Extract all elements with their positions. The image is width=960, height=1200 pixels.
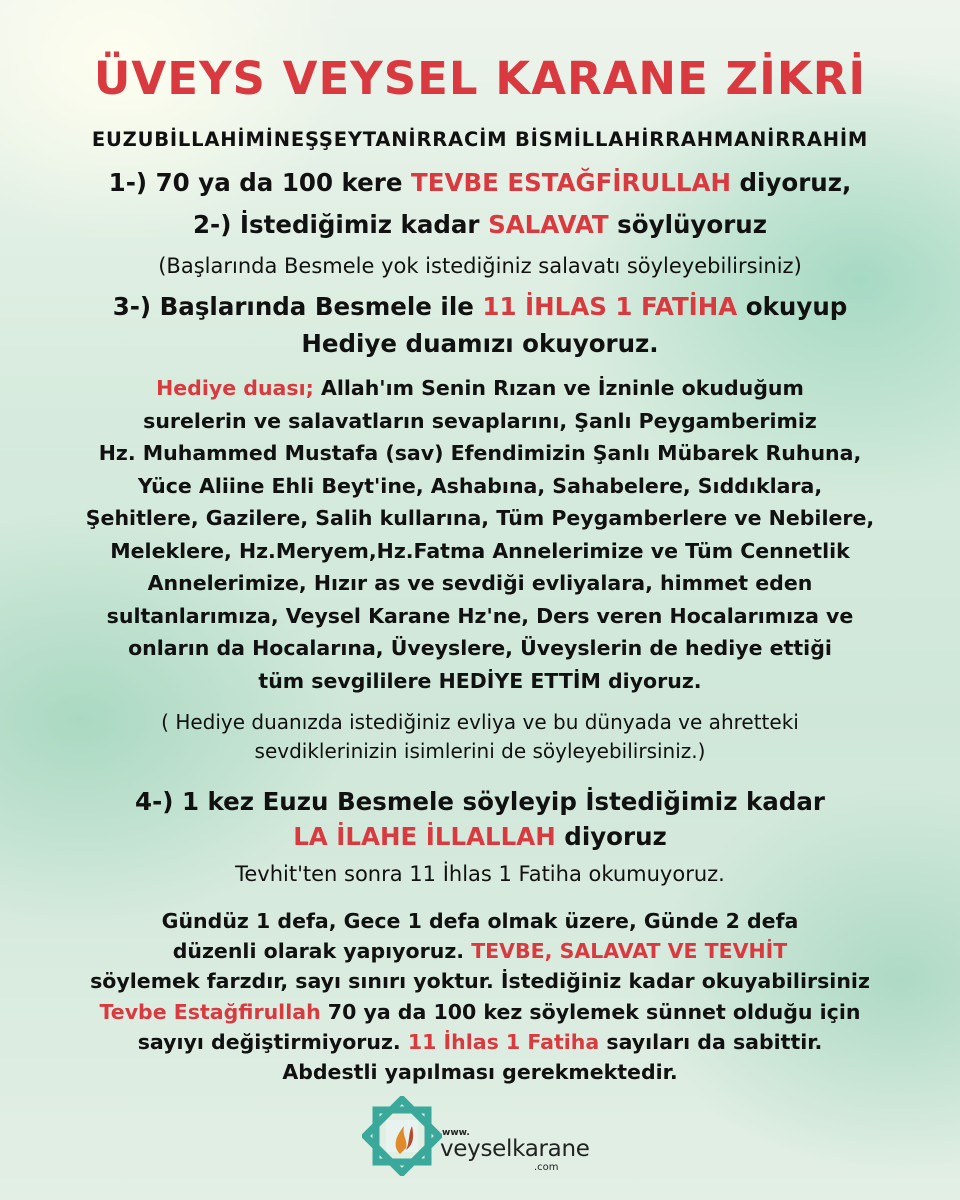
hediye-line: tüm sevgililere HEDİYE ETTİM diyoruz. [258,668,702,693]
step-4: 4-) 1 kez Euzu Besmele söyleyip İstediğimiz kadar [135,787,825,816]
rules-text: sayıları da sabittir. [599,1029,823,1054]
rules-paragraph [20,906,940,1087]
rules-text: 70 ya da 100 kez söylemek sünnet olduğu için [320,999,861,1024]
step-4-highlight: LA İLAHE İLLALLAH [293,822,556,851]
rules-line [20,997,940,1027]
rules-highlight: TEVBE, SALAVAT VE TEVHİT [471,939,788,964]
step-3-highlight: 11 İHLAS 1 FATİHA [482,292,738,321]
step-1 [20,168,940,197]
step-2-highlight: SALAVAT [488,210,609,239]
step-3-line-2: Hediye duamızı okuyoruz. [301,329,659,358]
step-2-text: 2-) İstediğimiz kadar [192,210,489,239]
rules-line [20,936,940,966]
logo-mark-icon [362,1096,442,1176]
step-1-text: 1-) 70 ya da 100 kere [108,168,412,197]
hediye-note-line: ( Hediye duanızda istediğiniz evliya ve bu dünyada ve ahretteki [161,710,799,734]
hediye-line: Meleklere, Hz.Meryem,Hz.Fatma Annelerimize ve Tüm Cennetlik [110,538,850,563]
tevhit-note: Tevhit'ten sonra 11 İhlas 1 Fatiha okumuyoruz. [235,862,725,886]
step-3-text: 3-) Başlarında Besmele ile [112,292,483,321]
step-3 [20,292,940,321]
logo-name: veyselkarane [440,1136,590,1162]
logo-tld: .com [534,1162,559,1173]
page-title: ÜVEYS VEYSEL KARANE ZİKRİ [93,52,867,105]
euzu-besmele-line: EUZUBİLLAHİMİNEŞŞEYTANİRRACİM BİSMİLLAHİRRAHMANİRRAHİM [91,128,869,151]
step-1-highlight: TEVBE ESTAĞFİRULLAH [411,168,731,197]
logo-www: www. [442,1128,470,1138]
hediye-line: Şehitlere, Gazilere, Salih kullarına, Tüm Peygamberlere ve Nebilere, [85,506,875,530]
rules-line [20,1027,940,1057]
hediye-duasi-paragraph [20,372,940,697]
hediye-line: onların da Hocalarına, Üveyslere, Üveyslerin de hediye ettiği [128,636,832,660]
hediye-line: sultanlarımıza, Veysel Karane Hz'ne, Ders veren Hocalarımıza ve [106,603,854,628]
hediye-line: surelerin ve salavatların sevaplarını, Şanlı Peygamberimiz [143,408,817,433]
rules-line: söylemek farzdır, sayı sınırı yoktur. İstediğiniz kadar okuyabilirsiniz [90,969,870,994]
hediye-note-line: sevdiklerinizin isimlerini de söyleyebilirsiniz.) [254,739,706,763]
hediye-line: Yüce Aliine Ehli Beyt'ine, Ashabına, Sahabelere, Sıddıklara, [137,473,823,498]
rules-line: Gündüz 1 defa, Gece 1 defa olmak üzere, Günde 2 defa [161,909,799,933]
step-3-suffix: okuyup [737,292,848,321]
step-2-note: (Başlarında Besmele yok istediğiniz salavatı söyleyebilirsiniz) [158,254,802,278]
rules-line: Abdestli yapılması gerekmektedir. [282,1060,678,1085]
rules-text: düzenli olarak yapıyoruz. [172,939,472,964]
hediye-first-line [20,372,940,405]
hediye-note [20,708,940,766]
site-logo[interactable] [362,1096,598,1186]
step-2-suffix: söylüyoruz [608,210,767,239]
hediye-line: Annelerimize, Hızır as ve sevdiği evliyalara, himmet eden [147,571,813,595]
rules-highlight: Tevbe Estağfirullah [99,999,321,1024]
rules-highlight: 11 İhlas 1 Fatiha [407,1029,600,1054]
step-4-suffix: diyoruz [555,822,667,851]
step-4-line-2 [20,822,940,851]
step-1-suffix: diyoruz, [730,168,852,197]
hediye-line: Hz. Muhammed Mustafa (sav) Efendimizin Şanlı Mübarek Ruhuna, [98,441,862,465]
step-2 [20,210,940,239]
hediye-first-text: Allah'ım Senin Rızan ve İzninle okuduğum [313,376,804,400]
hediye-label: Hediye duası; [156,376,314,400]
rules-text: sayıyı değiştirmiyoruz. [137,1029,408,1054]
